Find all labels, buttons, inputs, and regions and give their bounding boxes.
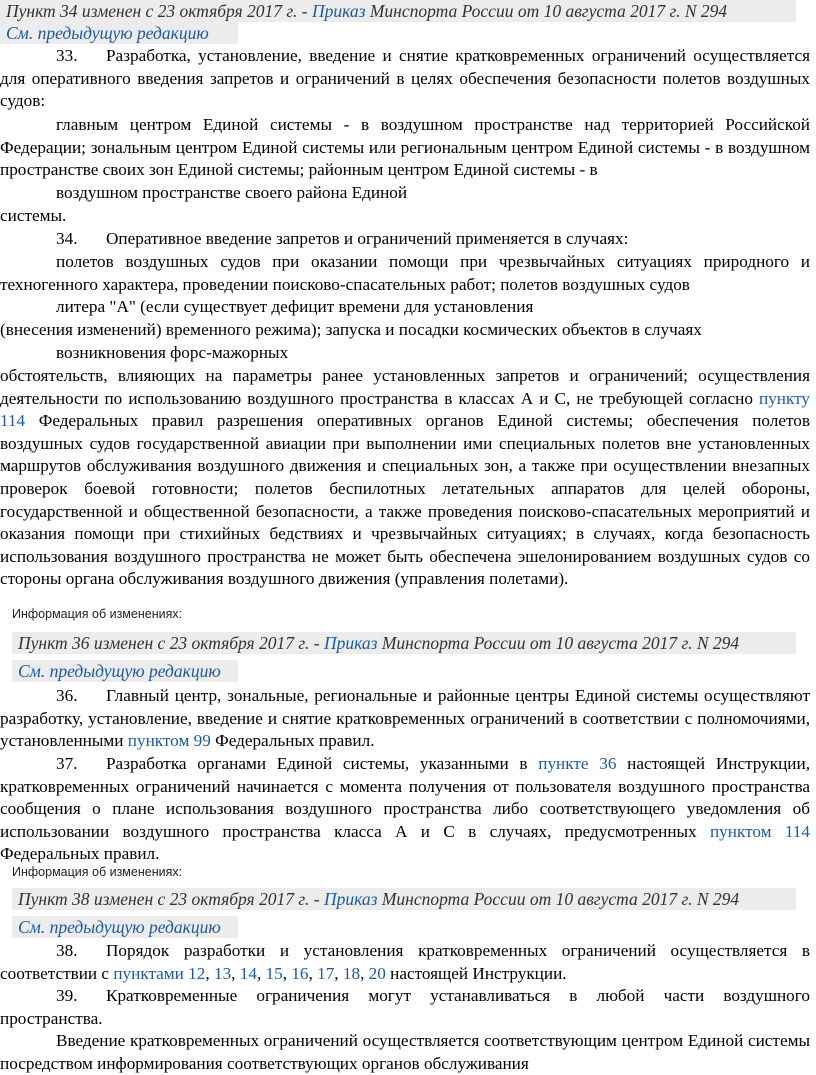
paragraph-34-list-cont4: обстоятельств, влияющих на параметры ранее установленных запретов и ограничений; осуществления деятельности по использованию воздушного пространства в классах А и С, не требующей согласно пункту 114 Федеральных правил разрешения оперативных органов Единой системы; обеспечения полетов воздушных судов государственной авиации при выполнении ими специальных полетов вне установленных маршрутов обслуживания воздушного движения и специальных зон, а также при осуществлении внезапных проверок боевой готовности; полетов беспилотных летательных аппаратов для целей обороны, государственной и общественной безопасности, а также проведения поисково-спасательных мероприятий и оказания помощи при стихийных бедствиях и чрезвычайных ситуациях; в случаях, когда безопасность использования воздушного пространства не может быть обеспечена эшелонированием воздушных судов со стороны органа обслуживания воздушного движения (управления полетами). — [0, 366, 810, 589]
clause-18-link[interactable]: 18 — [342, 963, 361, 983]
clause-16-link[interactable]: 16 — [291, 963, 309, 983]
clause-114-link[interactable]: пунктом 114 — [709, 821, 810, 841]
paragraph-39-cont: Введение кратковременных ограничений осуществляется соответствующим центром Единой системы посредством информирования соответствующих органов обслуживания — [0, 1031, 810, 1073]
clause-15-link[interactable]: 15 — [265, 963, 283, 983]
clause-12-link[interactable]: пунктами 12 — [113, 963, 206, 983]
change-note-text: Пункт 36 изменен с 23 октября 2017 г. - — [18, 633, 324, 653]
order-link[interactable]: Приказ — [323, 889, 378, 909]
paragraph-34-list-cont3: возникновения форс-мажорных — [56, 343, 289, 362]
previous-edition-link-38[interactable]: См. предыдущую редакцию — [12, 916, 238, 938]
clause-99-link[interactable]: пунктом 99 — [127, 731, 211, 751]
paragraph-38: 38. Порядок разработки и установления кратковременных ограничений осуществляется в соответствии с пунктами 12, 13, 14, 15, 16, 17, 18, 20 настоящей Инструкции. — [0, 941, 810, 983]
paragraph-36: 36. Главный центр, зональные, региональные и районные центры Единой системы осуществляют разработку, установление, введение и снятие кратковременных ограничений в соответствии с полномочиями, установленными пунктом 99 Федеральных правил. — [0, 686, 810, 751]
clause-14-link[interactable]: 14 — [239, 963, 257, 983]
order-link[interactable]: Приказ — [323, 633, 378, 653]
paragraph-34-list-cont2: (внесения изменений) временного режима); запуска и посадки космических объектов в случаях — [0, 320, 702, 339]
change-note-text: Минспорта России от 10 августа 2017 г. N 294 — [377, 633, 740, 653]
clause-20-link[interactable]: 20 — [368, 963, 386, 983]
paragraph-39: 39. Кратковременные ограничения могут устанавливаться в любой части воздушного пространства. — [0, 986, 810, 1028]
clause-17-link[interactable]: 17 — [317, 963, 335, 983]
change-note-36 — [12, 632, 796, 654]
paragraph-33: 33. Разработка, установление, введение и снятие кратковременных ограничений осуществляется для оперативного введения запретов и ограничений в целях обеспечения безопасности полетов воздушных судов: — [0, 46, 810, 111]
change-note-text: Пункт 34 изменен с 23 октября 2017 г. - — [6, 1, 312, 21]
change-info-label: Информация об изменениях: — [12, 865, 183, 879]
paragraph-34: 34. Оперативное введение запретов и ограничений применяется в случаях: — [56, 229, 629, 248]
order-link[interactable]: Приказ — [311, 1, 366, 21]
clause-36-link[interactable]: пункте 36 — [538, 754, 617, 773]
change-info-label: Информация об изменениях: — [12, 607, 183, 621]
previous-edition-link-34[interactable]: См. предыдущую редакцию — [0, 22, 238, 44]
change-note-38 — [12, 888, 796, 910]
clause-13-link[interactable]: 13 — [213, 963, 232, 983]
clause-114-link[interactable]: пункту 114 — [0, 388, 810, 431]
change-note-text: Пункт 38 изменен с 23 октября 2017 г. - — [18, 889, 324, 909]
paragraph-33-list-cont: воздушном пространстве своего района Единой — [56, 183, 408, 202]
change-note-text: Минспорта России от 10 августа 2017 г. N 294 — [377, 889, 740, 909]
paragraph-33-list: главным центром Единой системы - в воздушном пространстве над территорией Российской Федерации; зональным центром Единой системы или региональным центром Единой системы - в воздушном пространстве своих зон Единой системы; районным центром Единой системы - в — [0, 115, 810, 180]
change-note-34 — [0, 0, 796, 22]
previous-edition-link-36[interactable]: См. предыдущую редакцию — [12, 660, 238, 682]
paragraph-37: 37. Разработка органами Единой системы, указанными в пункте 36 настоящей Инструкции, кратковременных ограничений начинается с момента получения от пользователя воздушного пространства сообщения о плане использования воздушного пространства либо соответствующего уведомления об использовании воздушного пространства класса А и С в случаях, предусмотренных пунктом 114 Федеральных правил. — [0, 754, 810, 864]
paragraph-33-end: системы. — [0, 206, 67, 225]
paragraph-34-list-cont: литера "А" (если существует дефицит времени для установления — [56, 297, 534, 316]
change-note-text: Минспорта России от 10 августа 2017 г. N 294 — [365, 1, 728, 21]
paragraph-34-list: полетов воздушных судов при оказании помощи при чрезвычайных ситуациях природного и техногенного характера, проведении поисково-спасательных работ; полетов воздушных судов — [0, 252, 810, 294]
